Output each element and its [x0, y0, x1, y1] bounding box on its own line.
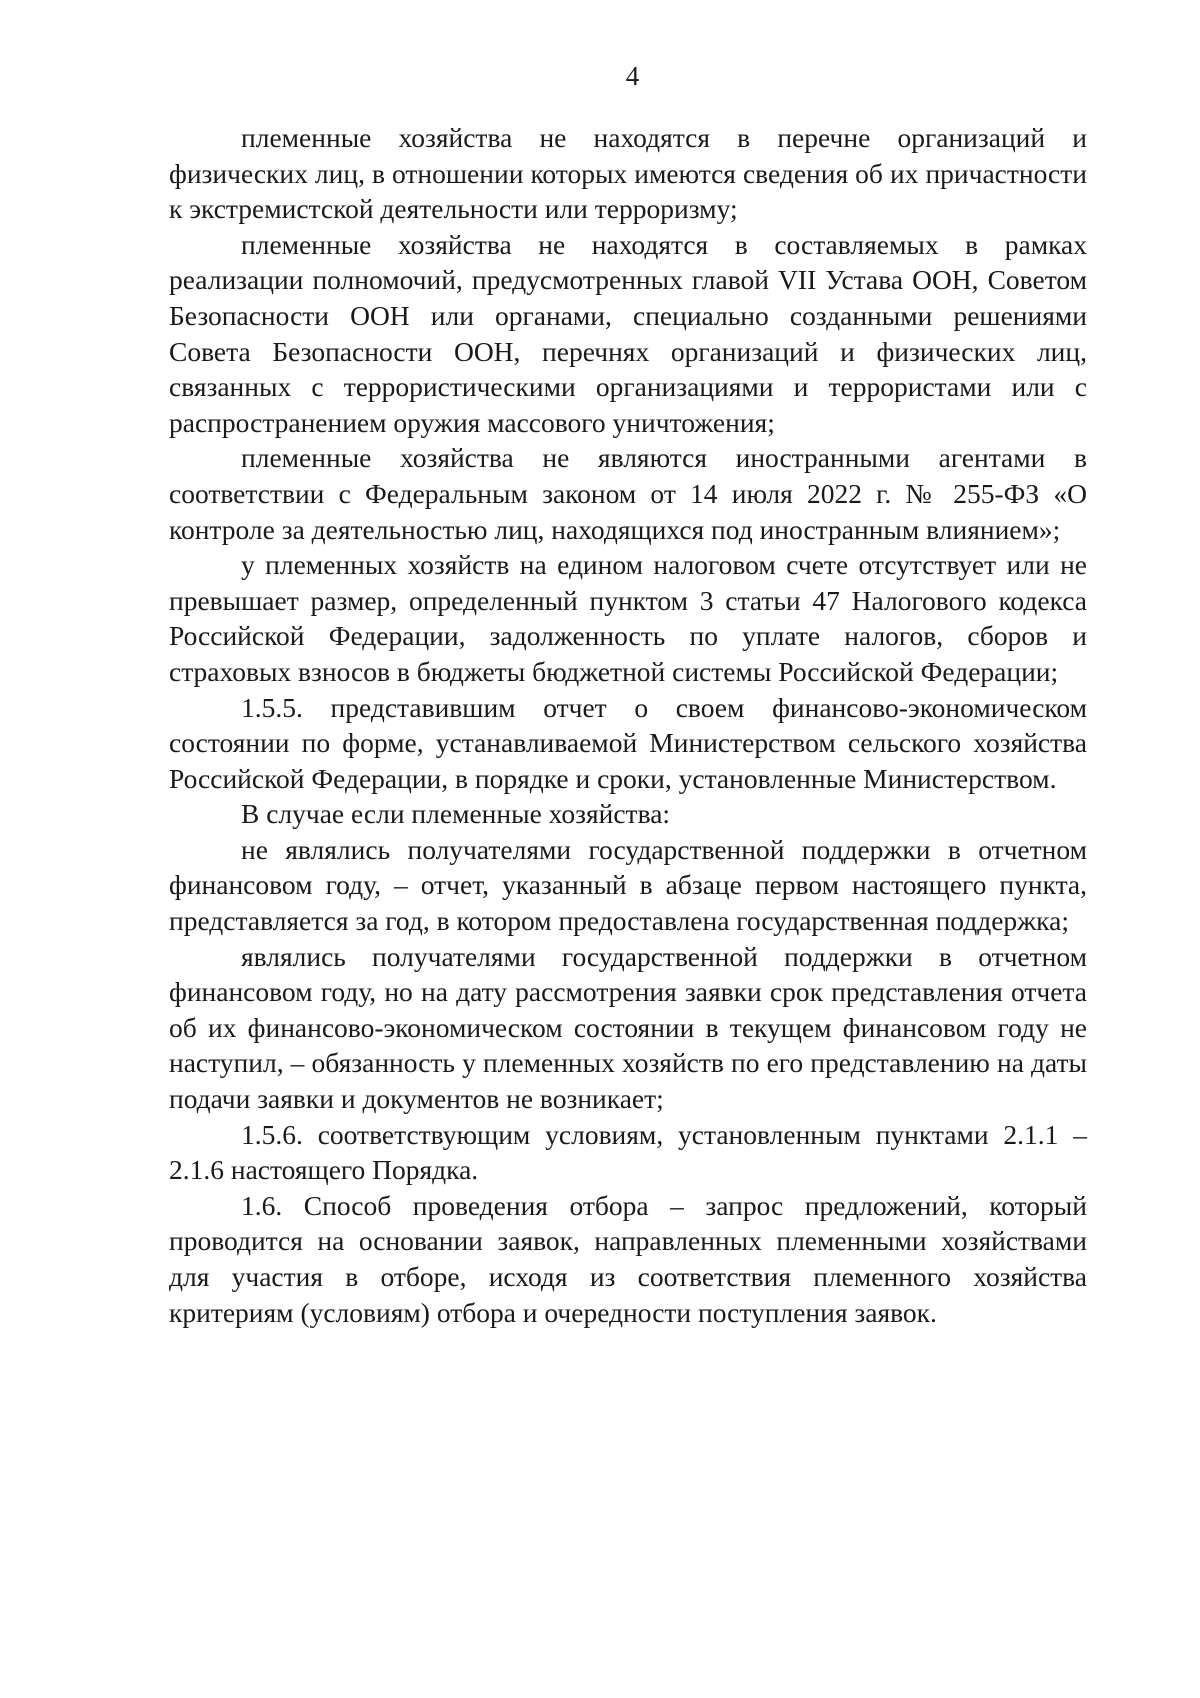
document-body [169, 120, 1087, 1330]
paragraph-1-5-5: 1.5.5. представившим отчет о своем финансово-экономическом состоянии по форме, устанавливаемой Министерством сельского хозяйства Российской Федерации, в порядке и сроки, установленные Министерством. [169, 691, 1087, 794]
paragraph-not-recipients: не являлись получателями государственной поддержки в отчетном финансовом году, – отчет, указанный в абзаце первом настоящего пункта, представляется за год, в котором предоставлена государственная поддержка; [169, 833, 1087, 937]
paragraph-foreign-agents: племенные хозяйства не являются иностранными агентами в соответствии с Федеральным законом от 14 июля 2022 г. № 255-ФЗ «О контроле за деятельностью лиц, находящихся под иностранным влиянием»; [169, 442, 1087, 545]
paragraph-in-case: В случае если племенные хозяйства: [241, 798, 671, 830]
paragraph-were-recipients: являлись получателями государственной поддержки в отчетном финансовом году, но на дату рассмотрения заявки срок представления отчета об их финансово-экономическом состоянии в текущем финансовом году не наступил, – обязанность у племенных хозяйств по его представлению на даты подачи заявки и документов не возникает; [169, 940, 1087, 1115]
paragraph-1-6: 1.6. Способ проведения отбора – запрос предложений, который проводится на основании заявок, направленных племенными хозяйствами для участия в отборе, исходя из соответствия племенного хозяйства критериям (условиям) отбора и очередности поступления заявок. [169, 1189, 1087, 1328]
paragraph-tax-debt: у племенных хозяйств на едином налоговом счете отсутствует или не превышает размер, определенный пунктом 3 статьи 47 Налогового кодекса Российской Федерации, задолженность по уплате налогов, сборов и страховых взносов в бюджеты бюджетной системы Российской Федерации; [169, 549, 1087, 687]
paragraph-1-5-6: 1.5.6. соответствующим условиям, установленным пунктами 2.1.1 – 2.1.6 настоящего Порядка. [169, 1118, 1087, 1186]
paragraph-un-security-council-lists: племенные хозяйства не находятся в составляемых в рамках реализации полномочий, предусмотренных главой VII Устава ООН, Советом Безопасности ООН или органами, специально созданными решениями Совета Безопасности ООН, перечнях организаций и физических лиц, связанных с террористическими организациями и террористами или с распространением оружия массового уничтожения; [169, 228, 1087, 438]
paragraph-extremism-list: племенные хозяйства не находятся в перечне организаций и физических лиц, в отношении которых имеются сведения об их причастности к экстремистской деятельности или терроризму; [169, 122, 1087, 225]
page-number: 4 [625, 61, 640, 91]
